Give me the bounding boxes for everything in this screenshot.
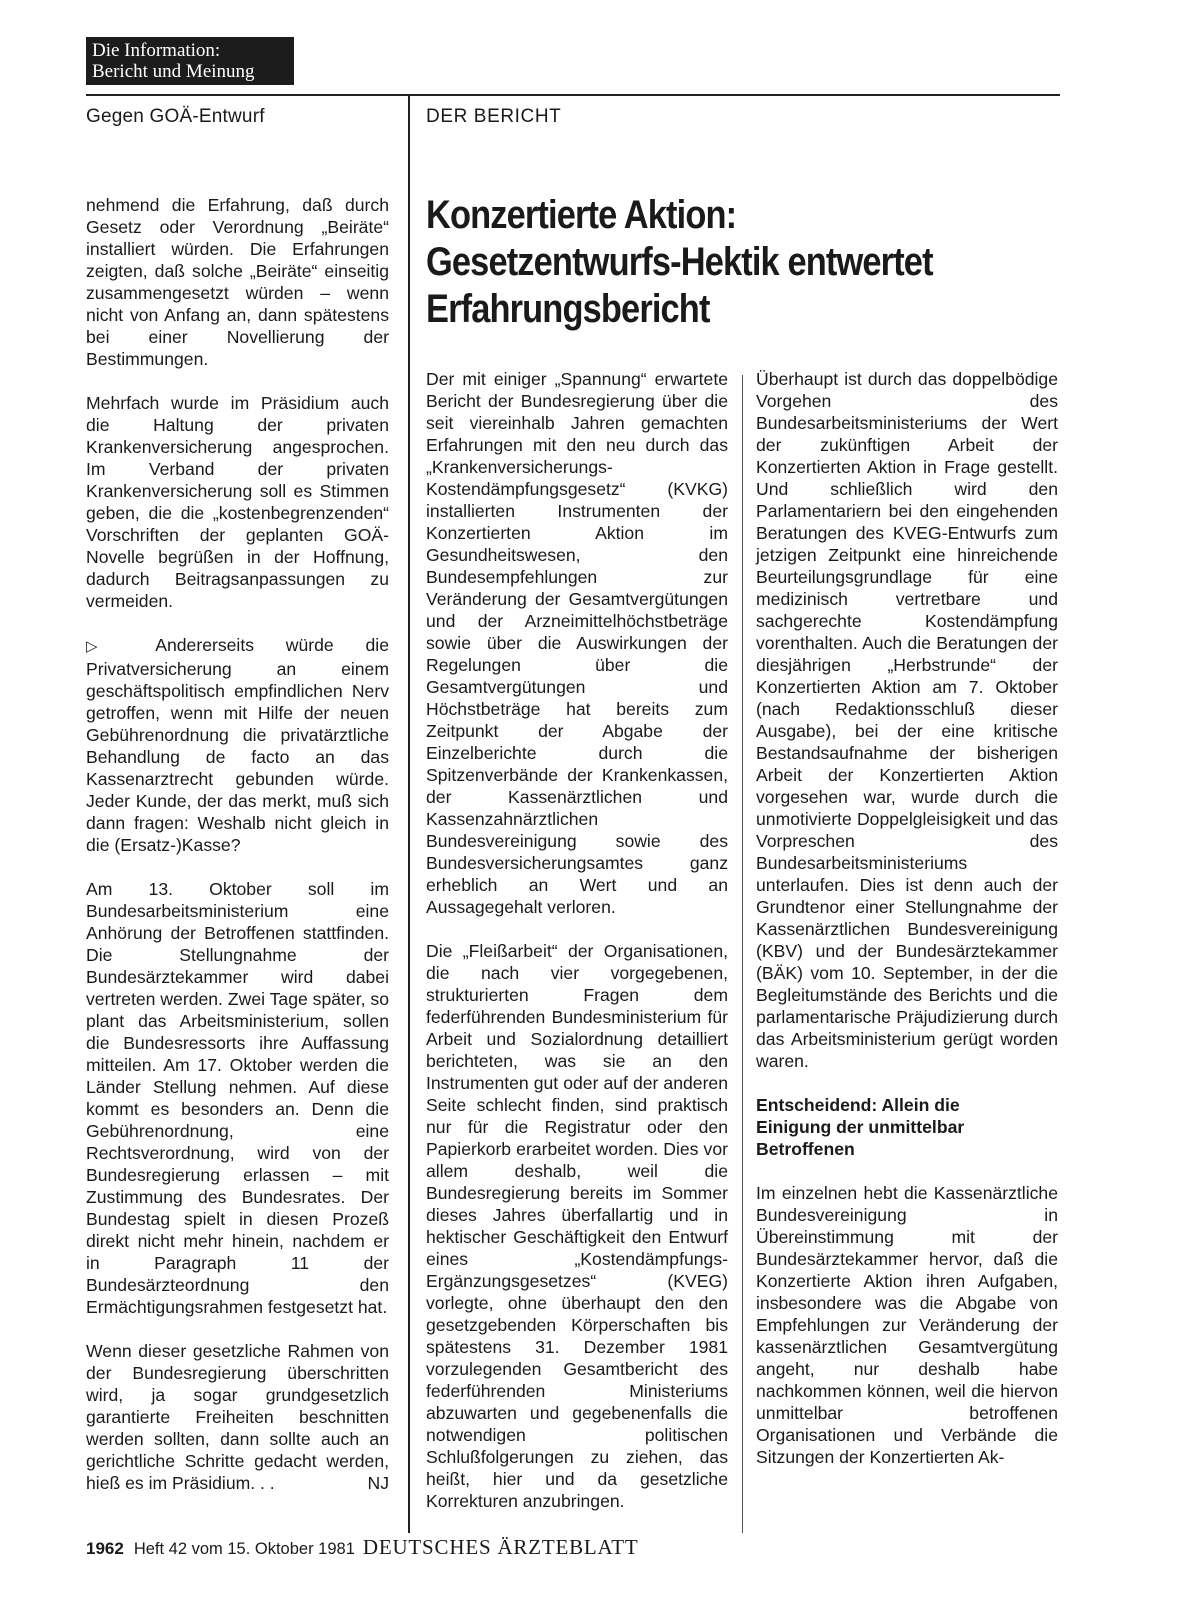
subheading-line2: Einigung der unmittelbar — [756, 1117, 965, 1137]
subheading-line1: Entscheidend: Allein die — [756, 1095, 960, 1115]
article-headline — [426, 192, 959, 333]
column-divider-right — [742, 375, 743, 1533]
issue-info: Heft 42 vom 15. Oktober 1981 — [133, 1540, 355, 1558]
section-badge-line2: Bericht und Meinung — [92, 61, 255, 82]
author-signature: NJ — [367, 1473, 389, 1493]
top-rule — [86, 94, 1060, 96]
column-left — [86, 194, 389, 1494]
kicker-right: DER BERICHT — [426, 106, 562, 127]
column-right — [756, 368, 1058, 1468]
paragraph: Der mit einiger „Spannung“ erwartete Bericht der Bundesregierung über die seit viereinhalb Jahren gemachten Erfahrungen mit den neu durch das „Krankenversicherungs-Kostendämpfungsgesetz“ (KVKG) installierten Instrumenten der Konzertierten Aktion im Gesundheitswesen, den Bundesempfehlungen zur Veränderung der Gesamtvergütungen und der Arzneimittelhöchstbeträge sowie über die Auswirkungen der Regelungen über die Gesamtvergütungen und Höchstbeträge hat bereits zum Zeitpunkt der Abgabe der Einzelberichte durch die Spitzenverbände der Krankenkassen, der Kassenärztlichen und Kassenzahnärztlichen Bundesvereinigung sowie des Bundesversicherungsamtes ganz erheblich an Wert und an Aussagegehalt verloren. — [426, 369, 728, 917]
headline-line2: Gesetzentwurfs-Hektik entwertet — [426, 240, 933, 284]
paragraph: Überhaupt ist durch das doppelbödige Vorgehen des Bundesarbeitsministeriums der Wert der zukünftigen Arbeit der Konzertierten Aktion in Frage gestellt. Und schließlich wird den Parlamentariern bei den eingehenden Beratungen des KVEG-Entwurfs zum jetzigen Zeitpunkt eine hinreichende Beurteilungsgrundlage für eine medizinisch vertretbare und sachgerechte Kostendämpfung vorenthalten. Auch die Beratungen der diesjährigen „Herbstrunde“ der Konzertierten Aktion am 7. Oktober (nach Redaktionsschluß dieser Ausgabe), bei der eine kritische Bestandsaufnahme der bisherigen Arbeit der Konzertierten Aktion vorgesehen war, wurde durch die unmotivierte Doppelgleisigkeit und das Vorpreschen des Bundesarbeitsministeriums unterlaufen. Dies ist denn auch der Grundtenor einer Stellungnahme der Kassenärztlichen Bundesvereinigung (KBV) und der Bundesärztekammer (BÄK) vom 10. September, in der die Begleitumstände des Berichts und die parlamentarische Präjudizierung durch das Arbeitsministerium gerügt worden waren. — [756, 369, 1058, 1071]
subheading-line3: Betroffenen — [756, 1139, 855, 1159]
subheading — [756, 1094, 1058, 1160]
paragraph: Am 13. Oktober soll im Bundesarbeitsministerium eine Anhörung der Betroffenen stattfinden. Die Stellungnahme der Bundesärztekammer wird dabei vertreten werden. Zwei Tage später, so plant das Arbeitsministerium, sollen die Bundesressorts ihre Auffassung mitteilen. Am 17. Oktober werden die Länder Stellung nehmen. Auf diese kommt es besonders an. Denn die Gebührenordnung, eine Rechtsverordnung, wird von der Bundesregierung erlassen – mit Zustimmung des Bundesrates. Der Bundestag spielt in diesen Prozeß direkt nicht mehr hinein, nachdem er in Paragraph 11 der Bundesärzteordnung den Ermächtigungsrahmen festgesetzt hat. — [86, 879, 389, 1317]
paragraph — [86, 634, 389, 856]
headline-line3: Erfahrungsbericht — [426, 287, 710, 331]
page-number: 1962 — [86, 1539, 124, 1558]
paragraph — [86, 1340, 389, 1494]
kicker-left: Gegen GOÄ-Entwurf — [86, 106, 265, 127]
paragraph: Die „Fleißarbeit“ der Organisationen, die nach vier vorgegebenen, strukturierten Fragen dem federführenden Bundesministerium für Arbeit und Sozialordnung detailliert berichteten, was sie an den Instrumenten gut oder auf der anderen Seite schlecht finden, sind praktisch nur für die Registratur oder den Papierkorb erarbeitet worden. Dies vor allem deshalb, weil die Bundesregierung bereits im Sommer dieses Jahres überfallartig und in hektischer Geschäftigkeit den Entwurf eines „Kostendämpfungs-Ergänzungsgesetzes“ (KVEG) vorlegte, ohne überhaupt den den gesetzgebenden Körperschaften bis spätestens 31. Dezember 1981 vorzulegenden Gesamtbericht des federführenden Ministeriums abzuwarten und gegebenenfalls die notwendigen politischen Schlußfolgerungen zu ziehen, das heißt, hier und da gesetzliche Korrekturen anzubringen. — [426, 941, 728, 1511]
page-footer — [86, 1535, 638, 1560]
paragraph: Mehrfach wurde im Präsidium auch die Haltung der privaten Krankenversicherung angesprochen. Im Verband der privaten Krankenversicherung soll es Stimmen geben, die die „kostenbegrenzenden“ Vorschriften der geplanten GOÄ-Novelle begrüßen in der Hoffnung, dadurch Beitragsanpassungen zu vermeiden. — [86, 393, 389, 611]
triangle-marker-icon: ▷ — [86, 638, 125, 655]
paragraph: nehmend die Erfahrung, daß durch Gesetz oder Verordnung „Beiräte“ installiert würden. Die Erfahrungen zeigten, daß solche „Beiräte“ einseitig zusammengesetzt würden – wenn nicht von Anfang an, dann spätestens bei einer Novellierung der Bestimmungen. — [86, 195, 389, 369]
headline-line1: Konzertierte Aktion: — [426, 193, 737, 237]
journal-name: DEUTSCHES ÄRZTEBLATT — [362, 1535, 639, 1559]
section-badge — [86, 37, 294, 85]
column-middle — [426, 368, 728, 1512]
paragraph-text: Andererseits würde die Privatversicherung an einem geschäftspolitisch empfindlichen Nerv getroffen, wenn mit Hilfe der neuen Gebührenordnung die privatärztliche Behandlung de facto an das Kassenarztrecht gebunden würde. Jeder Kunde, der das merkt, muß sich dann fragen: Weshalb nicht gleich in die (Ersatz-)Kasse? — [86, 635, 389, 855]
column-divider — [408, 96, 410, 1533]
section-badge-line1: Die Information: — [92, 40, 221, 61]
paragraph-text: Wenn dieser gesetzliche Rahmen von der Bundesregierung überschritten wird, ja sogar grundgesetzlich garantierte Freiheiten beschnitten werden sollten, dann sollte auch an gerichtliche Schritte gedacht werden, hieß es im Präsidium. . . — [86, 1341, 389, 1493]
paragraph: Im einzelnen hebt die Kassenärztliche Bundesvereinigung in Übereinstimmung mit der Bundesärztekammer hervor, daß die Konzertierte Aktion ihren Aufgaben, insbesondere was die Abgabe von Empfehlungen zur Veränderung der kassenärztlichen Gesamtvergütung angeht, nur deshalb habe nachkommen können, weil die hiervon unmittelbar betroffenen Organisationen und Verbände die Sitzungen der Konzertierten Ak- — [756, 1183, 1058, 1467]
